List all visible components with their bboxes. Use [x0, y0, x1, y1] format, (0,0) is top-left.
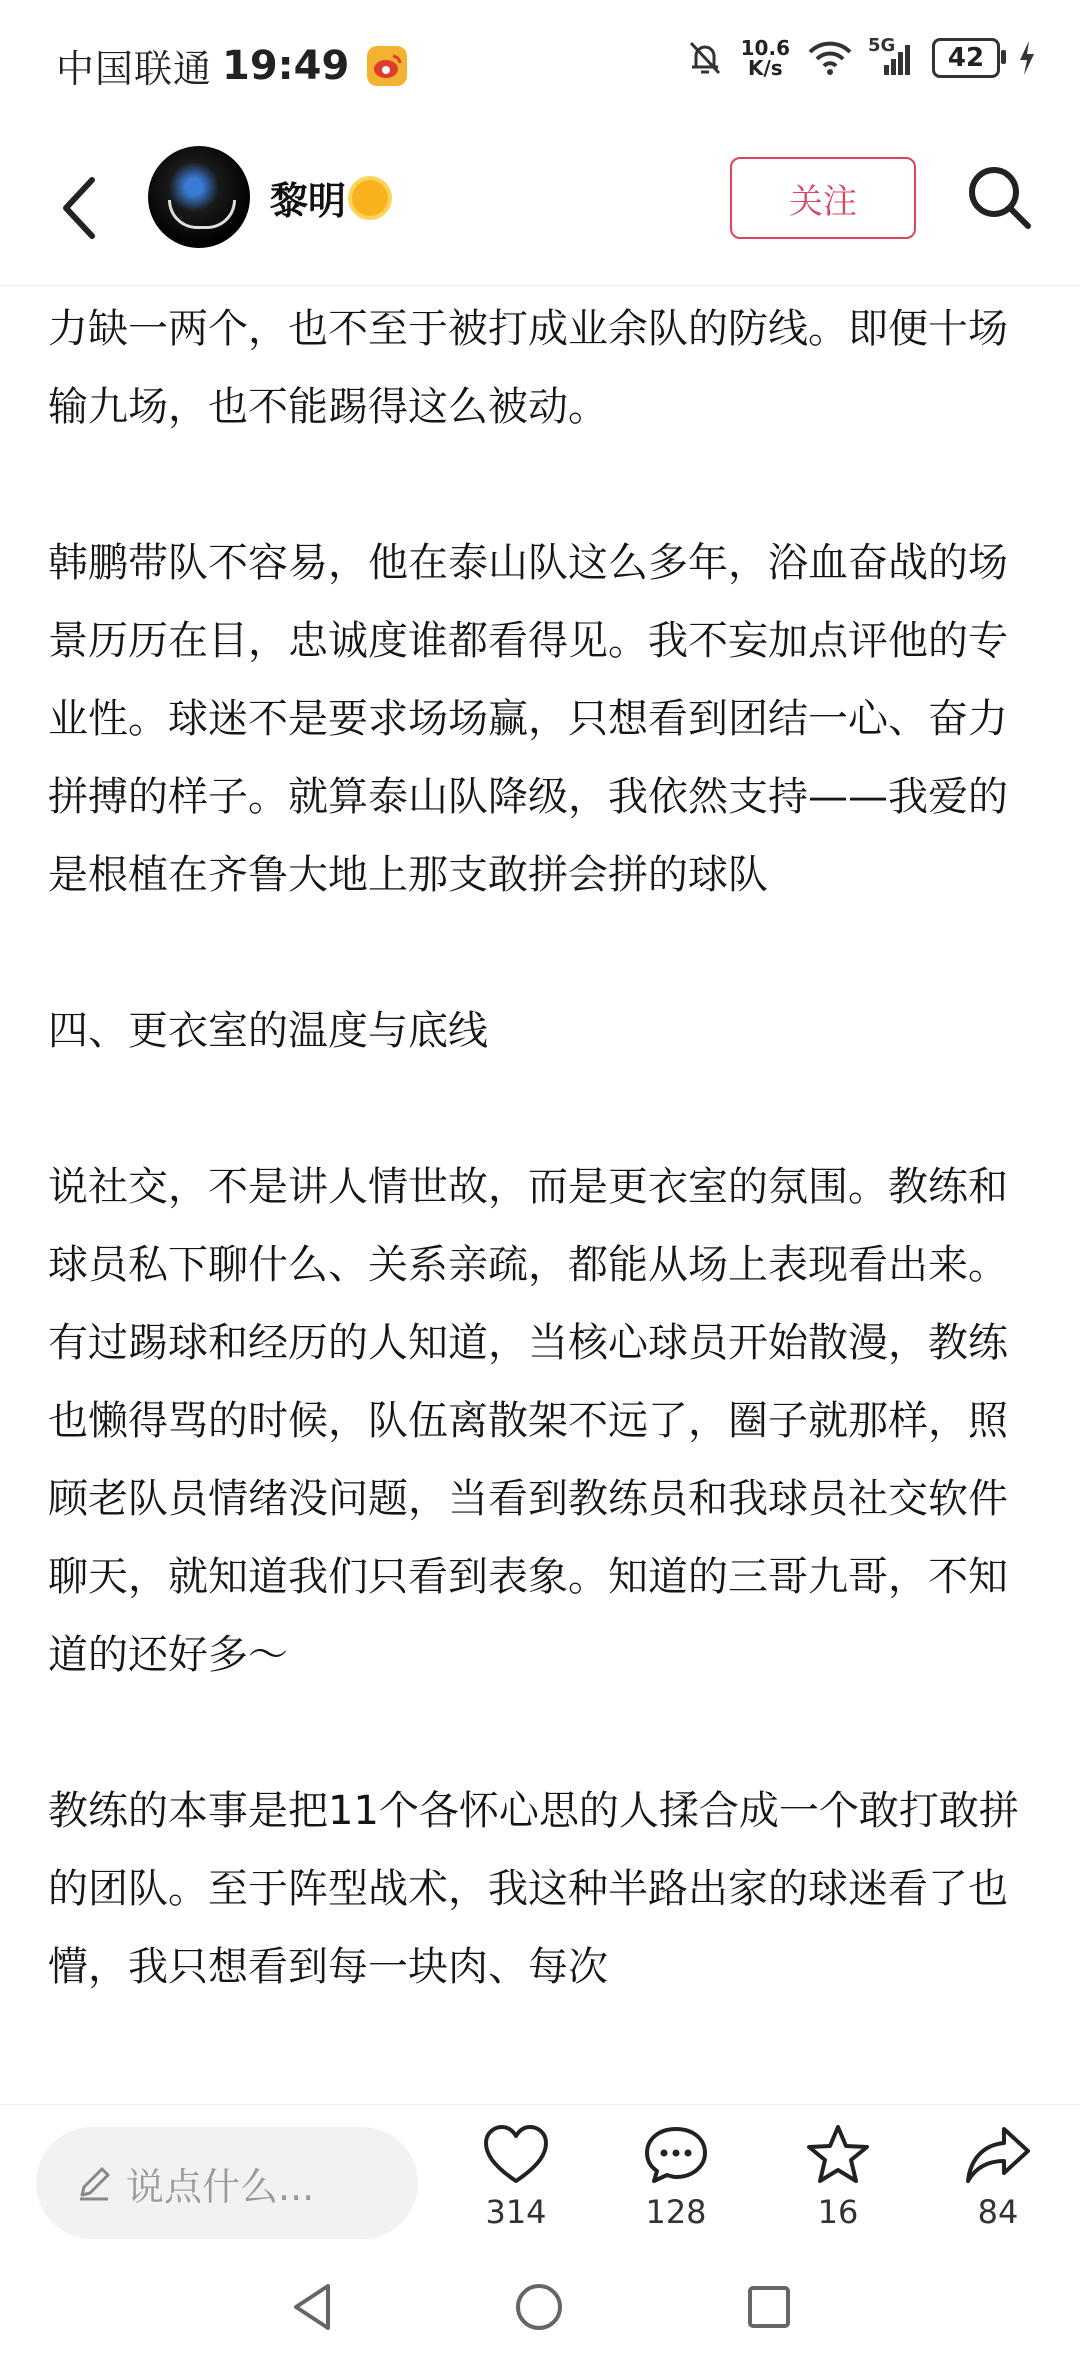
network-speed: [741, 38, 790, 78]
battery-level: 42: [947, 43, 985, 73]
follow-button[interactable]: 关注: [730, 157, 916, 239]
sun-badge-icon: [352, 180, 388, 216]
comment-button[interactable]: [616, 2123, 736, 2231]
charging-bolt-icon: [1018, 41, 1036, 75]
post-header: [0, 130, 1080, 286]
comment-bubble-icon: [642, 2123, 710, 2187]
nav-recents-icon[interactable]: [744, 2280, 794, 2334]
carrier-name: 中国联通: [56, 47, 213, 91]
battery-indicator: [932, 38, 1000, 78]
paragraph: 教练的本事是把11个各怀心思的人揉合成一个敢打敢拼的团队。至于阵型战术，我这种半路出家的球迷看了也懵，我只想看到每一块肉、每次: [48, 1788, 1019, 1990]
pencil-icon: [74, 2163, 114, 2203]
network-speed-unit: K/s: [747, 56, 783, 80]
comment-count: 128: [645, 2193, 707, 2231]
comment-input[interactable]: [36, 2127, 418, 2239]
section-heading: 四、更衣室的温度与底线: [48, 1008, 488, 1054]
mute-bell-icon: [687, 39, 723, 77]
comment-placeholder: 说点什么...: [126, 2164, 315, 2209]
paragraph: 力缺一两个，也不至于被打成业余队的防线。即便十场输九场，也不能踢得这么被动。: [48, 306, 1008, 430]
heart-icon: [482, 2123, 550, 2187]
nav-back-icon[interactable]: [286, 2280, 338, 2334]
system-nav-bar: [0, 2254, 1080, 2376]
chevron-left-icon[interactable]: [52, 170, 112, 246]
weibo-notification-icon: [367, 46, 407, 86]
network-type: 5G: [868, 35, 896, 56]
star-icon: [804, 2123, 872, 2187]
network-speed-value: 10.6: [740, 36, 790, 60]
search-icon[interactable]: [964, 162, 1034, 232]
user-name[interactable]: 黎明: [270, 179, 347, 223]
status-bar: [0, 0, 1080, 130]
paragraph: 韩鹏带队不容易，他在泰山队这么多年，浴血奋战的场景历历在目，忠诚度谁都看得见。我不妄加点评他的专业性。球迷不是要求场场赢，只想看到团结一心、奋力拼搏的样子。就算泰山队降级，我依然支持——我爱的是根植在齐鲁大地上那支敢拼会拼的球队: [48, 540, 1008, 898]
share-button[interactable]: [938, 2123, 1058, 2231]
action-bar: [0, 2104, 1080, 2255]
article-body: [48, 290, 1038, 2102]
user-name-row[interactable]: [270, 170, 388, 225]
wifi-icon: [808, 40, 852, 76]
favorite-count: 16: [817, 2193, 859, 2231]
avatar[interactable]: [148, 146, 250, 248]
cell-signal: [868, 35, 914, 75]
share-count: 84: [977, 2193, 1019, 2231]
like-count: 314: [485, 2193, 547, 2231]
like-button[interactable]: [456, 2123, 576, 2231]
nav-home-icon[interactable]: [512, 2280, 566, 2334]
clock: 19:49: [222, 42, 350, 89]
share-arrow-icon: [964, 2123, 1032, 2187]
favorite-button[interactable]: [778, 2123, 898, 2231]
paragraph: 说社交，不是讲人情世故，而是更衣室的氛围。教练和球员私下聊什么、关系亲疏，都能从场上表现看出来。有过踢球和经历的人知道，当核心球员开始散漫，教练也懒得骂的时候，队伍离散架不远了，圈子就那样，照顾老队员情绪没问题，当看到教练员和我球员社交软件聊天，就知道我们只看到表象。知道的三哥九哥，不知道的还好多～: [48, 1164, 1008, 1678]
